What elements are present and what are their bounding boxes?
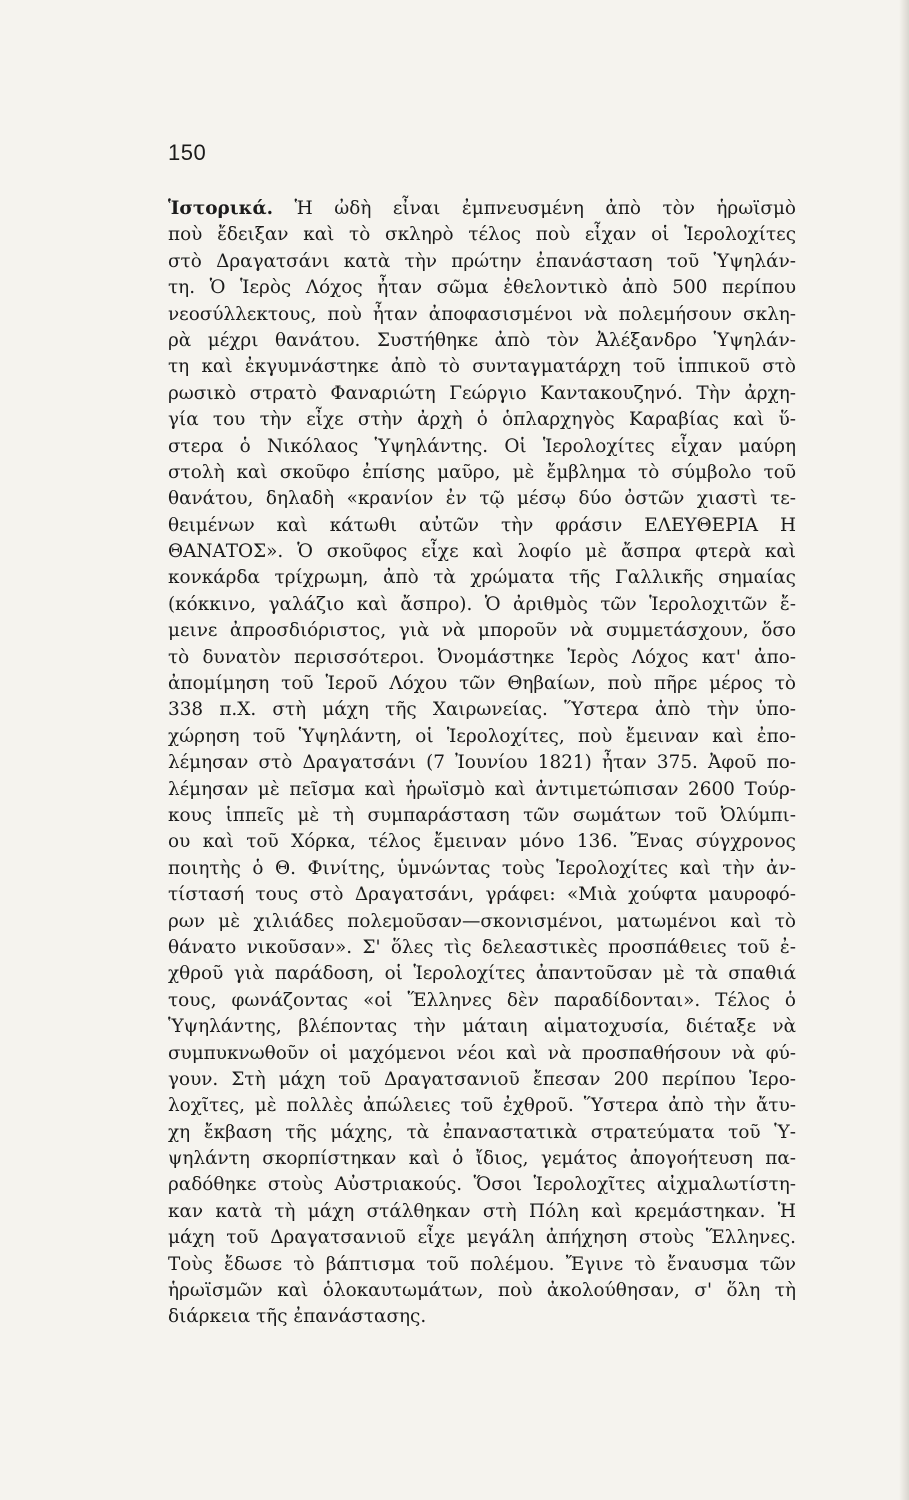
text-line: ου καὶ τοῦ Χόρκα, τέλος ἔμειναν μόνο 136. Ἕνας σύγχρονος [168, 831, 796, 853]
text-line: Τοὺς ἔδωσε τὸ βάπτισμα τοῦ πολέμου. Ἔγινε τὸ ἔναυσμα τῶν [168, 1253, 796, 1275]
text-line: τη. Ὁ Ἱερὸς Λόχος ἦταν σῶμα ἐθελοντικὸ ἀπὸ 500 περίπου [168, 277, 796, 299]
text-line-last: διάρκεια τῆς ἐπανάστασης. [168, 1306, 427, 1328]
text-line: τίστασή τους στὸ Δραγατσάνι, γράφει: «Μιὰ χούφτα μαυροφό- [168, 884, 796, 906]
text-line: χώρηση τοῦ Ὑψηλάντη, οἱ Ἱερολοχίτες, ποὺ ἔμειναν καὶ ἐπο- [168, 725, 796, 747]
text-line: κονκάρδα τρίχρωμη, ἀπὸ τὰ χρώματα τῆς Γαλλικῆς σημαίας [168, 567, 796, 589]
text-line: ΘΑΝΑΤΟΣ». Ὁ σκοῦφος εἶχε καὶ λοφίο μὲ ἄσπρα φτερὰ καὶ [168, 541, 796, 563]
text-line: στολὴ καὶ σκοῦφο ἐπίσης μαῦρο, μὲ ἔμβλημα τὸ σύμβολο τοῦ [168, 461, 796, 483]
text-line: θανάτου, δηλαδὴ «κρανίον ἐν τῷ μέσῳ δύο ὀστῶν χιαστὶ τε- [168, 488, 796, 510]
first-line-text: Ἡ ὠδὴ εἶναι ἐμπνευσμένη ἀπὸ τὸν ἡρωϊσμὸ [294, 198, 796, 219]
text-line: καν κατὰ τὴ μάχη στάλθηκαν στὴ Πόλη καὶ κρεμάστηκαν. Ἡ [168, 1200, 796, 1222]
text-line: ρωσικὸ στρατὸ Φαναριώτη Γεώργιο Καντακουζηνό. Τὴν ἀρχη- [168, 382, 796, 404]
text-line: ρων μὲ χιλιάδες πολεμοῦσαν—σκονισμένοι, ματωμένοι καὶ τὸ [168, 910, 796, 932]
text-line: θειμένων καὶ κάτωθι αὐτῶν τὴν φράσιν ΕΛΕΥΘΕΡΙΑ Η [168, 514, 796, 536]
text-line: (κόκκινο, γαλάζιο καὶ ἄσπρο). Ὁ ἀριθμὸς τῶν Ἱερολοχιτῶν ἔ- [168, 593, 796, 615]
text-line: ἡρωϊσμῶν καὶ ὁλοκαυτωμάτων, ποὺ ἀκολούθησαν, σ' ὅλη τὴ [168, 1280, 796, 1302]
text-line: χθροῦ γιὰ παράδοση, οἱ Ἱερολοχίτες ἀπαντοῦσαν μὲ τὰ σπαθιά [168, 963, 796, 985]
text-line: συμπυκνωθοῦν οἱ μαχόμενοι νέοι καὶ νὰ προσπαθήσουν νὰ φύ- [168, 1042, 796, 1064]
text-line: ρὰ μέχρι θανάτου. Συστήθηκε ἀπὸ τὸν Ἀλέξανδρο Ὑψηλάν- [168, 329, 796, 351]
text-line: Ὑψηλάντης, βλέποντας τὴν μάταιη αἱματοχυσία, διέταξε νὰ [168, 1016, 796, 1038]
text-line: τὸ δυνατὸν περισσότεροι. Ὀνομάστηκε Ἱερὸς Λόχος κατ' ἀπο- [168, 646, 796, 668]
text-line: κους ἱππεῖς μὲ τὴ συμπαράσταση τῶν σωμάτων τοῦ Ὀλύμπι- [168, 804, 796, 826]
text-line: μεινε ἀπροσδιόριστος, γιὰ νὰ μποροῦν νὰ συμμετάσχουν, ὅσο [168, 620, 796, 642]
text-line: ποιητὴς ὁ Θ. Φινίτης, ὑμνώντας τοὺς Ἱερολοχίτες καὶ τὴν ἀν- [168, 857, 796, 879]
page-edge-shadow [899, 0, 909, 1500]
text-line: στὸ Δραγατσάνι κατὰ τὴν πρώτην ἐπανάσταση τοῦ Ὑψηλάν- [168, 250, 796, 272]
text-line: νεοσύλλεκτους, ποὺ ἦταν ἀποφασισμένοι νὰ πολεμήσουν σκλη- [168, 303, 796, 325]
text-line: θάνατο νικοῦσαν». Σ' ὅλες τὶς δελεαστικὲς προσπάθειες τοῦ ἐ- [168, 936, 796, 958]
text-line: λέμησαν στὸ Δραγατσάνι (7 Ἰουνίου 1821) ἦταν 375. Ἀφοῦ πο- [168, 752, 796, 774]
text-line-first [168, 196, 796, 222]
text-line: γία του τὴν εἶχε στὴν ἀρχὴ ὁ ὁπλαρχηγὸς Καραβίας καὶ ὕ- [168, 409, 796, 431]
text-line: 338 π.Χ. στὴ μάχη τῆς Χαιρωνείας. Ὕστερα ἀπὸ τὴν ὑπο- [168, 699, 796, 721]
section-heading: Ἱστορικά. [168, 198, 274, 219]
text-line: τη καὶ ἐκγυμνάστηκε ἀπὸ τὸ συνταγματάρχη τοῦ ἱππικοῦ στὸ [168, 356, 796, 378]
text-line: ποὺ ἔδειξαν καὶ τὸ σκληρὸ τέλος ποὺ εἶχαν οἱ Ἱερολοχίτες [168, 224, 796, 246]
text-line: ψηλάντη σκορπίστηκαν καὶ ὁ ἴδιος, γεμάτος ἀπογοήτευση πα- [168, 1148, 796, 1170]
text-line: λοχῖτες, μὲ πολλὲς ἀπώλειες τοῦ ἐχθροῦ. Ὕστερα ἀπὸ τὴν ἄτυ- [168, 1095, 796, 1117]
page-number: 150 [168, 140, 207, 165]
text-line: ἀπομίμηση τοῦ Ἱεροῦ Λόχου τῶν Θηβαίων, ποὺ πῆρε μέρος τὸ [168, 673, 796, 695]
text-line: γουν. Στὴ μάχη τοῦ Δραγατσανιοῦ ἔπεσαν 200 περίπου Ἱερο- [168, 1068, 796, 1090]
body-text [168, 196, 796, 1331]
text-line: τους, φωνάζοντας «οἱ Ἕλληνες δὲν παραδίδονται». Τέλος ὁ [168, 989, 796, 1011]
text-line: στερα ὁ Νικόλαος Ὑψηλάντης. Οἱ Ἱερολοχίτες εἶχαν μαύρη [168, 435, 796, 457]
text-line: μάχη τοῦ Δραγατσανιοῦ εἶχε μεγάλη ἀπήχηση στοὺς Ἕλληνες. [168, 1227, 796, 1249]
text-line: λέμησαν μὲ πεῖσμα καὶ ἡρωϊσμὸ καὶ ἀντιμετώπισαν 2600 Τούρ- [168, 778, 796, 800]
text-line: χη ἔκβαση τῆς μάχης, τὰ ἐπαναστατικὰ στρατεύματα τοῦ Ὑ- [168, 1121, 796, 1143]
text-line: ραδόθηκε στοὺς Αὐστριακούς. Ὅσοι Ἱερολοχῖτες αἰχμαλωτίστη- [168, 1174, 796, 1196]
